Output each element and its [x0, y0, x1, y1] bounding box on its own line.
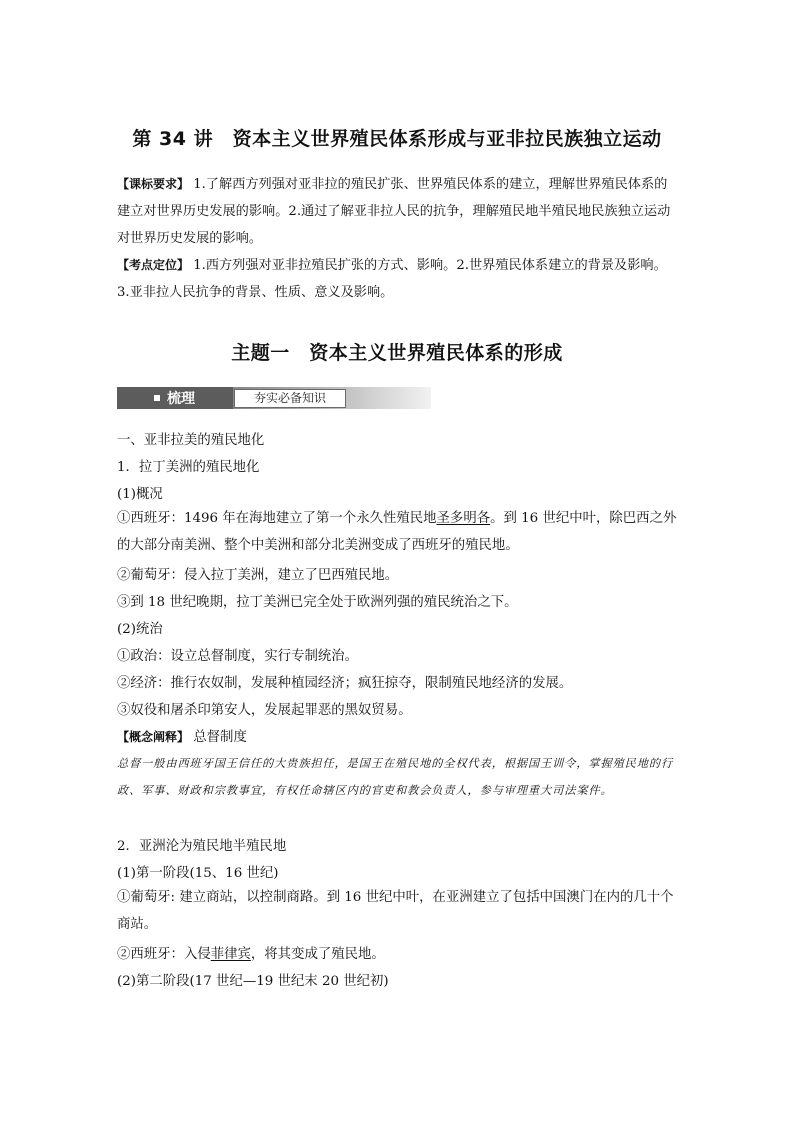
concept-title: 总督制度 — [193, 730, 247, 745]
subsection-heading: 2．亚洲沦为殖民地半殖民地 — [117, 839, 287, 854]
section-heading: 一、亚非拉美的殖民地化 — [117, 433, 265, 448]
square-bullet-icon — [154, 395, 160, 401]
concept-explanation: 总督一般由西班牙国王信任的大贵族担任，是国王在殖民地的全权代表，根据国王训令，掌握殖民地的行政、军事、财政和宗教事宜，有权任命辖区内的官吏和教会负责人，参与审理重大司法案件。 — [117, 757, 674, 797]
paragraph-portugal-asia: ①葡萄牙: 建立商站，以控制商路。到 16 世纪中叶，在亚洲建立了包括中国澳门在内的几十个商站。 — [117, 890, 674, 932]
paragraph-politics: ①政治：设立总督制度，实行专制统治。 — [117, 649, 359, 664]
paragraph-spain-asia: ②西班牙：入侵菲律宾，将其变成了殖民地。 — [117, 947, 385, 962]
topic-title: 主题一 资本主义世界殖民体系的形成 — [231, 342, 563, 364]
paragraph-18th-century: ③到 18 世纪晚期，拉丁美洲已完全处于欧洲列强的殖民统治之下。 — [117, 595, 518, 610]
concept-heading — [117, 726, 683, 745]
banner-subtitle: 夯实必备知识 — [234, 389, 346, 408]
subsection-heading: 1．拉丁美洲的殖民地化 — [117, 460, 260, 475]
requirements-text: 1.了解西方列强对亚非拉的殖民扩张、世界殖民体系的建立，理解世界殖民体系的建立对世界历史发展的影响。2.通过了解亚非拉人民的抗争，理解殖民地半殖民地民族独立运动对世界历史发展的影响。 — [117, 177, 671, 246]
requirements-tag: 【课标要求】 — [117, 177, 190, 191]
banner-label: 梳理 — [167, 391, 195, 407]
sub-item: (1)概况 — [117, 487, 163, 502]
sub-item: (1)第一阶段(15、16 世纪) — [117, 866, 279, 881]
positioning-text: 1.西方列强对亚非拉殖民扩张的方式、影响。2.世界殖民体系建立的背景及影响。3.亚非拉人民抗争的背景、性质、意义及影响。 — [117, 258, 667, 300]
concept-tag: 【概念阐释】 — [117, 730, 190, 744]
underlined-term: 圣多明各 — [436, 511, 491, 526]
sub-item: (2)统治 — [117, 622, 163, 637]
lecture-title: 第 34 讲 资本主义世界殖民体系形成与亚非拉民族独立运动 — [132, 128, 662, 150]
section-banner — [117, 387, 431, 409]
sub-item: (2)第二阶段(17 世纪—19 世纪末 20 世纪初) — [117, 974, 389, 989]
underlined-term: 菲律宾 — [210, 947, 251, 962]
paragraph-spain: ①西班牙：1496 年在海地建立了第一个永久性殖民地圣多明各。到 16 世纪中叶，除巴西之外的大部分南美洲、整个中美洲和部分北美洲变成了西班牙的殖民地。 — [117, 511, 677, 553]
exam-positioning — [117, 252, 679, 306]
paragraph-portugal: ②葡萄牙：侵入拉丁美洲，建立了巴西殖民地。 — [117, 568, 399, 583]
paragraph-economy: ②经济：推行农奴制，发展种植园经济；疯狂掠夺，限制殖民地经济的发展。 — [117, 676, 573, 691]
curriculum-requirements — [117, 171, 679, 252]
positioning-tag: 【考点定位】 — [117, 258, 190, 272]
paragraph-slavery: ③奴役和屠杀印第安人，发展起罪恶的黑奴贸易。 — [117, 703, 412, 718]
